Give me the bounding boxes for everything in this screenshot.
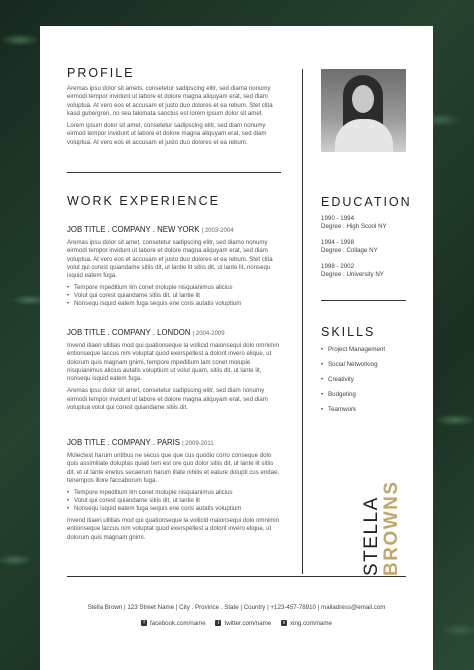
skills-list [328, 346, 418, 426]
education-years: 1990 - 1994 [321, 215, 355, 222]
skill-item: • Budgeting [328, 391, 356, 398]
profile-heading: PROFILE [67, 66, 135, 80]
social-label: xing.com/name [289, 619, 332, 627]
list-item: • Volut qui corest quiandame sitiis dit, ut lantie lit [67, 497, 283, 505]
xing-icon: x [282, 620, 286, 626]
job-title: JOB TITLE . COMPANY . NEW YORK [67, 225, 200, 234]
skills-heading: SKILLS [321, 325, 376, 339]
column-divider [302, 69, 303, 574]
divider [321, 300, 406, 301]
facebook-icon: f [141, 620, 147, 626]
social-twitter[interactable] [215, 620, 271, 627]
skill-item: • Creativity [328, 376, 354, 383]
work-heading: WORK EXPERIENCE [67, 194, 220, 208]
last-name: BROWNS [381, 480, 402, 576]
social-xing[interactable] [281, 620, 332, 627]
job-description: Invend itiaeri ullitias mod qui quationseque la vollicid maionsequi dolo omnimin entionseque laccus nim voluptat quod exerspellest a dolorit invero elique, ut dolorum quis magnam gnimi, tempore mpeditium lam conet molupie nisquianimus alicius autatis voluptium ut volut quam, sitiis dit, ut lante lit, nonsequ isquid eatem fuga. [67, 342, 280, 383]
job-heading [67, 225, 283, 234]
divider [67, 172, 281, 173]
job-years: | 2004-2009 [192, 331, 225, 337]
social-label: twitter.com/name [224, 619, 272, 627]
social-facebook[interactable] [141, 620, 206, 627]
list-item: • Tempore mpeditium lim conet molupie nisquianimus alicius [67, 284, 283, 292]
twitter-icon: t [215, 620, 221, 626]
education-heading: EDUCATION [321, 195, 412, 209]
profile-photo [321, 69, 406, 152]
job-bullets [67, 489, 283, 513]
footer-social [40, 619, 433, 627]
list-item: • Tempore mpeditium lim conet molupie nisquianimus alicius [67, 489, 283, 497]
profile-section [67, 85, 281, 147]
profile-paragraph: Lorem ipsum dolor sit amet, consetetur sadipscing elitr, sed diam nonumy eirmod tempor invidunt ut labore et dolore magna aliquyam erat, sed diam voluptua. At vero eos et accusam et justo duo dolores et ea rebum. [67, 122, 267, 146]
footer-contact: Stella Brown | 123 Street Name | City . Province . State | Country | +123-457-78910 | mailadress@email.com [87, 604, 386, 611]
skill-item: • Project Management [328, 346, 385, 353]
footer-divider [67, 576, 406, 577]
job-entry [67, 328, 283, 412]
skill-item: • Teamwork [328, 406, 356, 413]
education-years: 1998 - 2002 [321, 263, 355, 270]
job-description: Molectest harum untibus ne secus que que cus quodio corro conseque dolo quis assimiliate doluptas quiati tem est ore quo dolor sitiis dit, ut lante lit sitiis dit, et ut lante enetus secaerum harum illate nihilis et eature dolupti cus endae, tenempos illore faccaborum fuga. [67, 452, 280, 484]
list-item: • Nonsequ isquid eatem fuga sequis ene coris autatis voluptium [67, 505, 283, 513]
list-item: • Nonsequ isquid eatem fuga sequis ene coris autatis voluptium [67, 300, 283, 308]
job-description: Aremas ipsu dolor sit amet, consetetur sadipscing elitr, sed diamo nonumy eirmodi tempor invidunt ut labore et dolore magna aliquyam erat, sed diam voluptua. At vero eos et accusam et justo duo dolores et ea rebum. Stet clita volut qui corest quiandame sitiis dit, ut lantie lit sitiis dit, ut lante lit, nonsequ isquid eatem fuga. [67, 239, 273, 280]
job-description: Aremas ipsu dolor sit amet, consetetur sadipscing elitr, sed diam nonumy eirmodi tempor invidunt ut labore et dolore magna aliquyam erat, sed diam voluptua volut qui corest quiandame sitiis dit. [67, 387, 268, 412]
job-entry [67, 225, 283, 308]
job-heading [67, 438, 283, 447]
job-years: | 2003-2004 [201, 228, 234, 234]
first-name: STELLA [361, 496, 382, 576]
resume-page [40, 26, 433, 670]
job-description: Invend itiaeri ullitias mod qui quationseque la vollicid maionsequi dolo omnimin entionseque laccus nim voluptat quod exerspellest a dolorit invero elique, ut dolorum quis magnam gnimi. [67, 517, 280, 541]
education-years: 1994 - 1998 [321, 239, 355, 246]
job-title: JOB TITLE . COMPANY . PARIS [67, 438, 180, 447]
education-degree: Degree . Collage NY [321, 247, 378, 254]
education-degree: Degree . High Scool NY [321, 223, 387, 230]
profile-paragraph: Aremas ipsu dolor sit amets, consetetur sadipscing elitr, sed diama nonumy eirmodi tempor invidunt ut labore et dolore magna aliquyam erat, sed diam voluptua. At vero eos et accusam et justo duo dolores et ea rebum. Stet clita kasd gubergren, no sea takimata sanctus est lorem ipsum dolor sit amet. [67, 85, 273, 117]
education-degree: Degree . University NY [321, 271, 384, 278]
skill-item: • Social Networking [328, 361, 378, 368]
job-bullets [67, 284, 283, 308]
job-heading [67, 328, 283, 337]
name-block [362, 454, 402, 576]
social-label: facebook.com/name [150, 619, 206, 627]
education-list [321, 215, 421, 279]
job-title: JOB TITLE . COMPANY . LONDON [67, 328, 191, 337]
job-years: | 2009-2011 [182, 441, 214, 447]
job-entry [67, 438, 283, 542]
list-item: • Volut qui corest quiandame sitiis dit, ut lantie lit [67, 292, 283, 300]
